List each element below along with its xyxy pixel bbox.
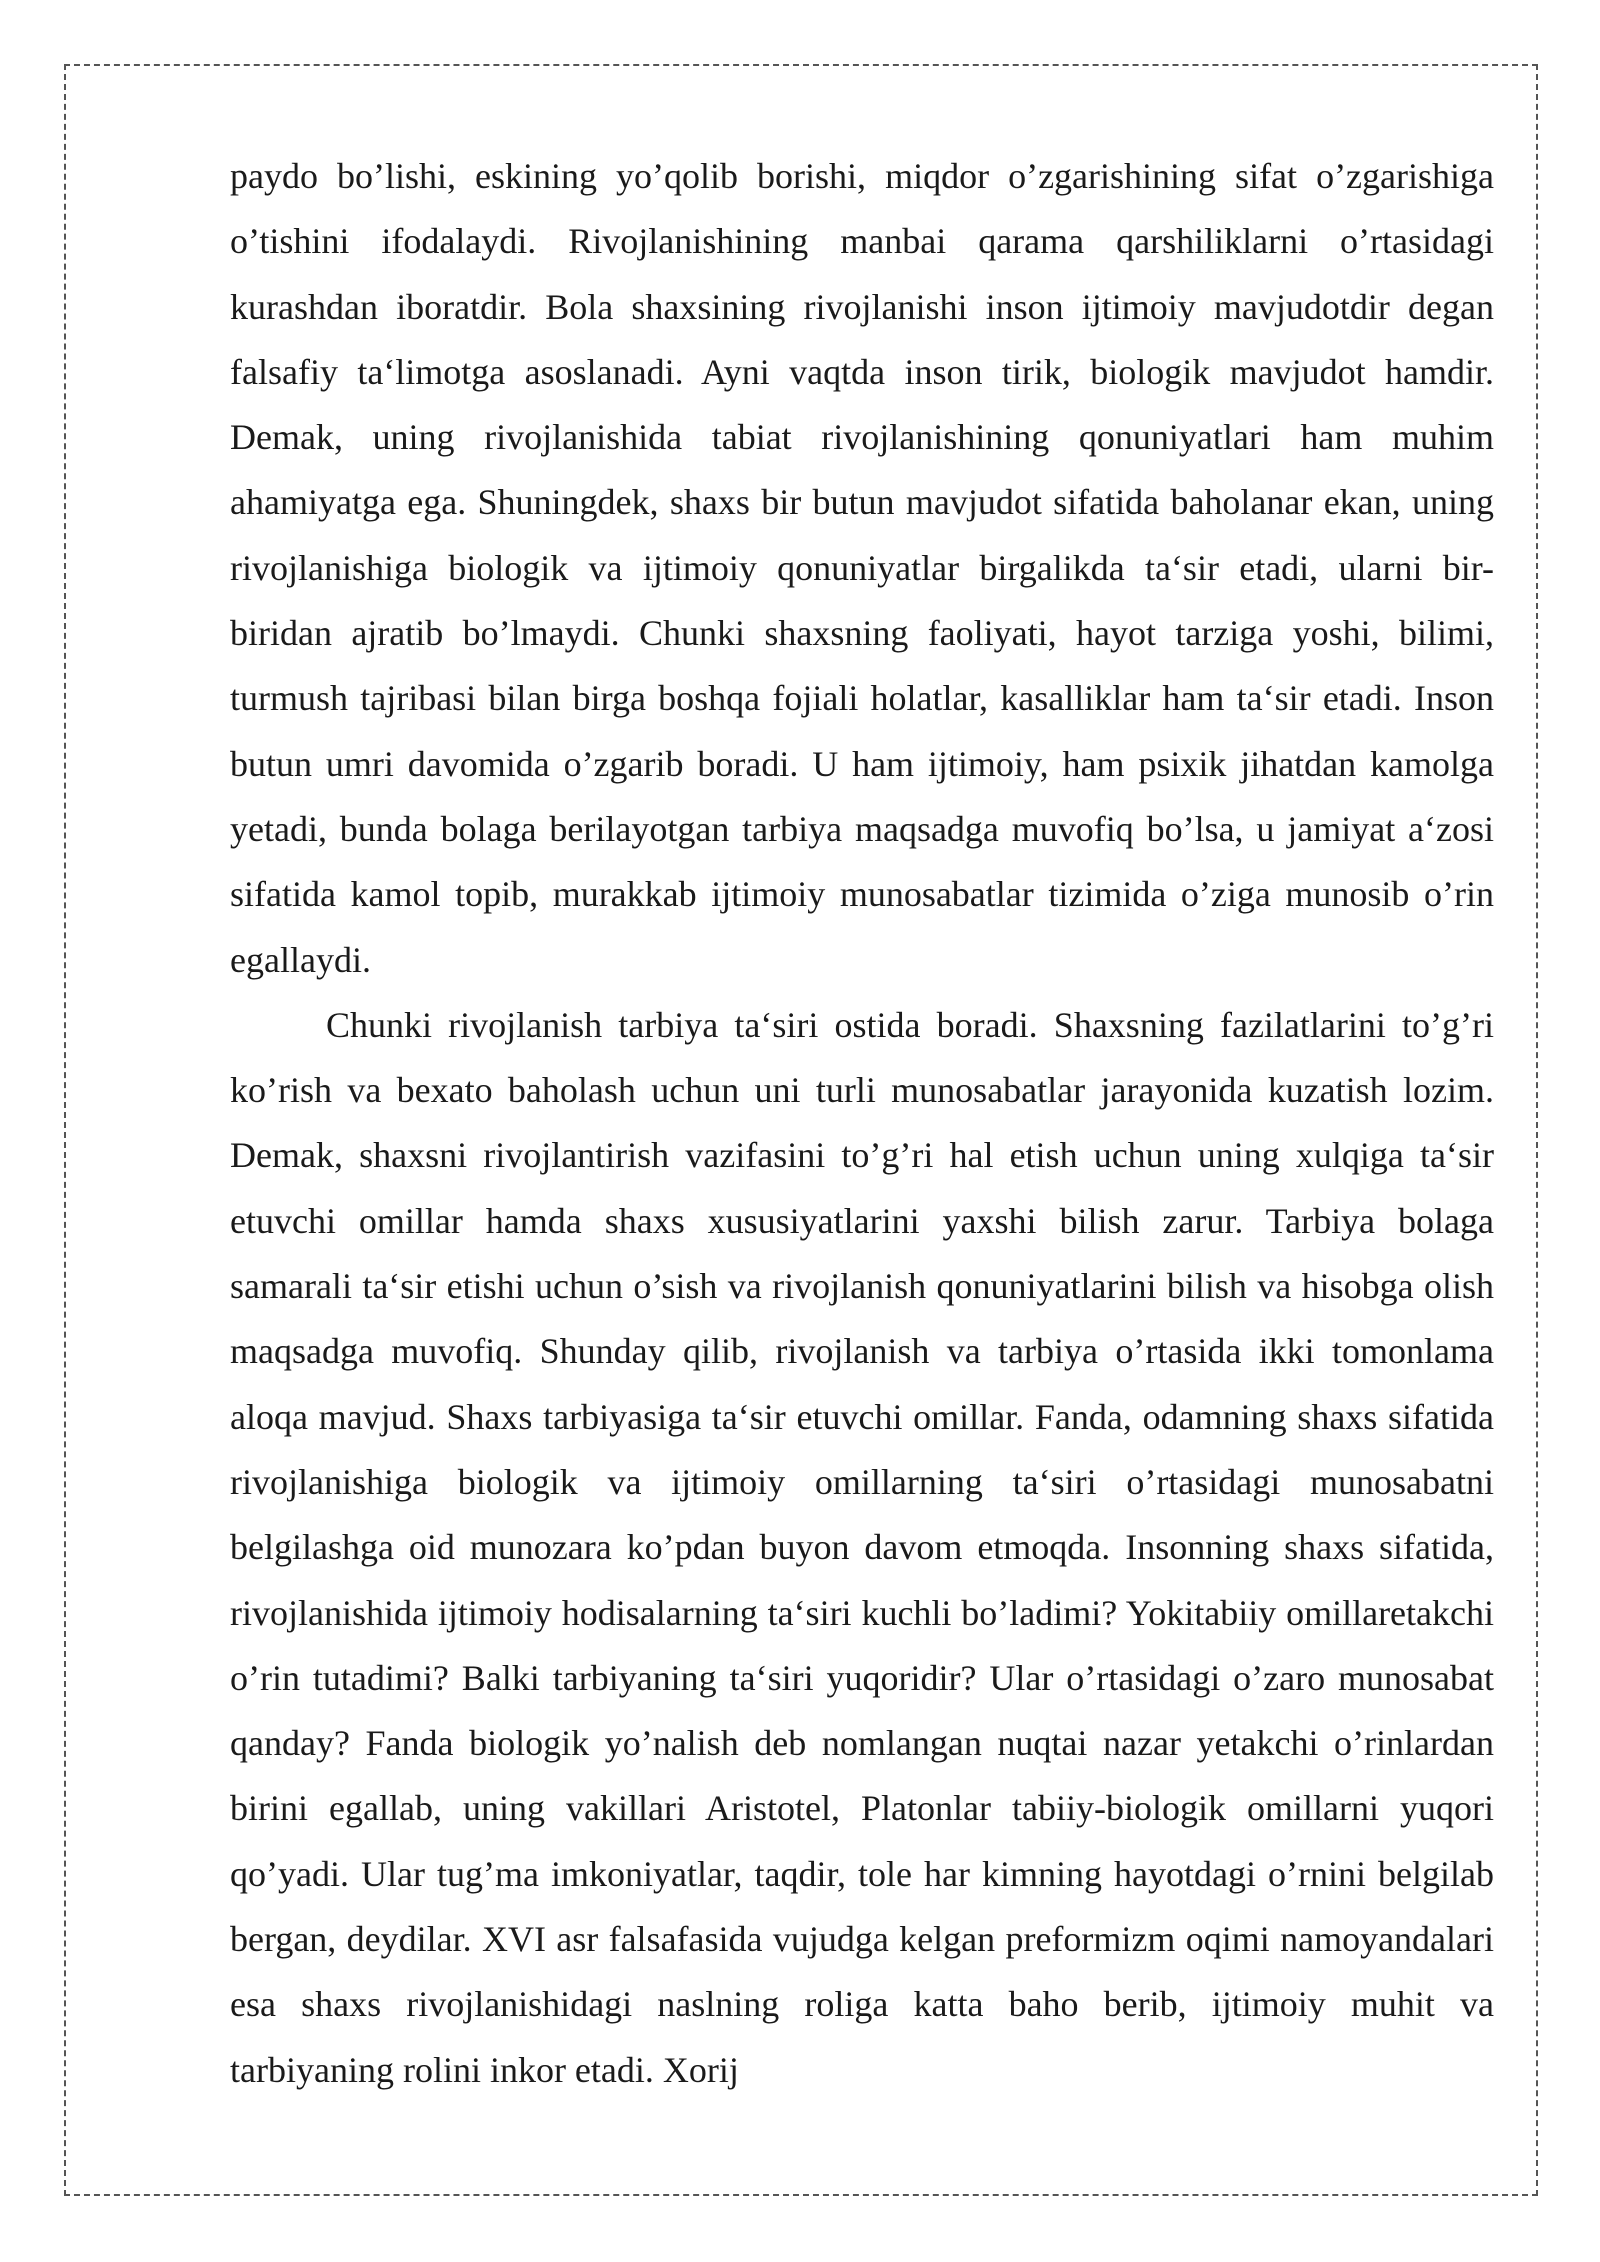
paragraph-2: Chunki rivojlanish tarbiya ta‘siri ostida boradi. Shaxsning fazilatlarini to’g’ri ko’rish va bexato baholash uchun uni turli munosabatlar jarayonida kuzatish lozim. Demak, shaxsni rivojlantirish vazifasini to’g’ri hal etish uchun uning xulqiga ta‘sir etuvchi omillar hamda shaxs xususiyatlarini yaxshi bilish zarur. Tarbiya bolaga samarali ta‘sir etishi uchun o’sish va rivojlanish qonuniyatlarini bilish va hisobga olish maqsadga muvofiq. Shunday qilib, rivojlanish va tarbiya o’rtasida ikki tomonlama aloqa mavjud. Shaxs tarbiyasiga ta‘sir etuvchi omillar. Fanda, odamning shaxs sifatida rivojlanishiga biologik va ijtimoiy omillarning ta‘siri o’rtasidagi munosabatni belgilashga oid munozara ko’pdan buyon davom etmoqda. Insonning shaxs sifatida, rivojlanishida ijtimoiy hodisalarning ta‘siri kuchli bo’ladimi? Yokitabiiy omillaretakchi o’rin tutadimi? Balki tarbiyaning ta‘siri yuqoridir? Ular o’rtasidagi o’zaro munosabat qanday? Fanda biologik yo’nalish deb nomlangan nuqtai nazar yetakchi o’rinlardan birini egallab, uning vakillari Aristotel, Platonlar tabiiy-biologik omillarni yuqori qo’yadi. Ular tug’ma imkoniyatlar, taqdir, tole har kimning hayotdagi o’rnini belgilab bergan, deydilar. XVI asr falsafasida vujudga kelgan preformizm oqimi namoyandalari esa shaxs rivojlanishidagi naslning roliga katta baho berib, ijtimoiy muhit va tarbiyaning rolini inkor etadi. Xorij xyxy=(230,1004,1494,2090)
paragraph-1: paydo bo’lishi, eskining yo’qolib borishi, miqdor o’zgarishining sifat o’zgarishiga o’tishini ifodalaydi. Rivojlanishining manbai qarama qarshiliklarni o’rtasidagi kurashdan iboratdir. Bola shaxsining rivojlanishi inson ijtimoiy mavjudotdir degan falsafiy ta‘limotga asoslanadi. Ayni vaqtda inson tirik, biologik mavjudot hamdir. Demak, uning rivojlanishida tabiat rivojlanishining qonuniyatlari ham muhim ahamiyatga ega. Shuningdek, shaxs bir butun mavjudot sifatida baholanar ekan, uning rivojlanishiga biologik va ijtimoiy qonuniyatlar birgalikda ta‘sir etadi, ularni bir-biridan ajratib bo’lmaydi. Chunki shaxsning faoliyati, hayot tarziga yoshi, bilimi, turmush tajribasi bilan birga boshqa fojiali holatlar, kasalliklar ham ta‘sir etadi. Inson butun umri davomida o’zgarib boradi. U ham ijtimoiy, ham psixik jihatdan kamolga yetadi, bunda bolaga berilayotgan tarbiya maqsadga muvofiq bo’lsa, u jamiyat a‘zosi sifatida kamol topib, murakkab ijtimoiy munosabatlar tizimida o’ziga munosib o’rin egallaydi. xyxy=(230,156,1494,980)
document-body xyxy=(230,144,1494,2103)
